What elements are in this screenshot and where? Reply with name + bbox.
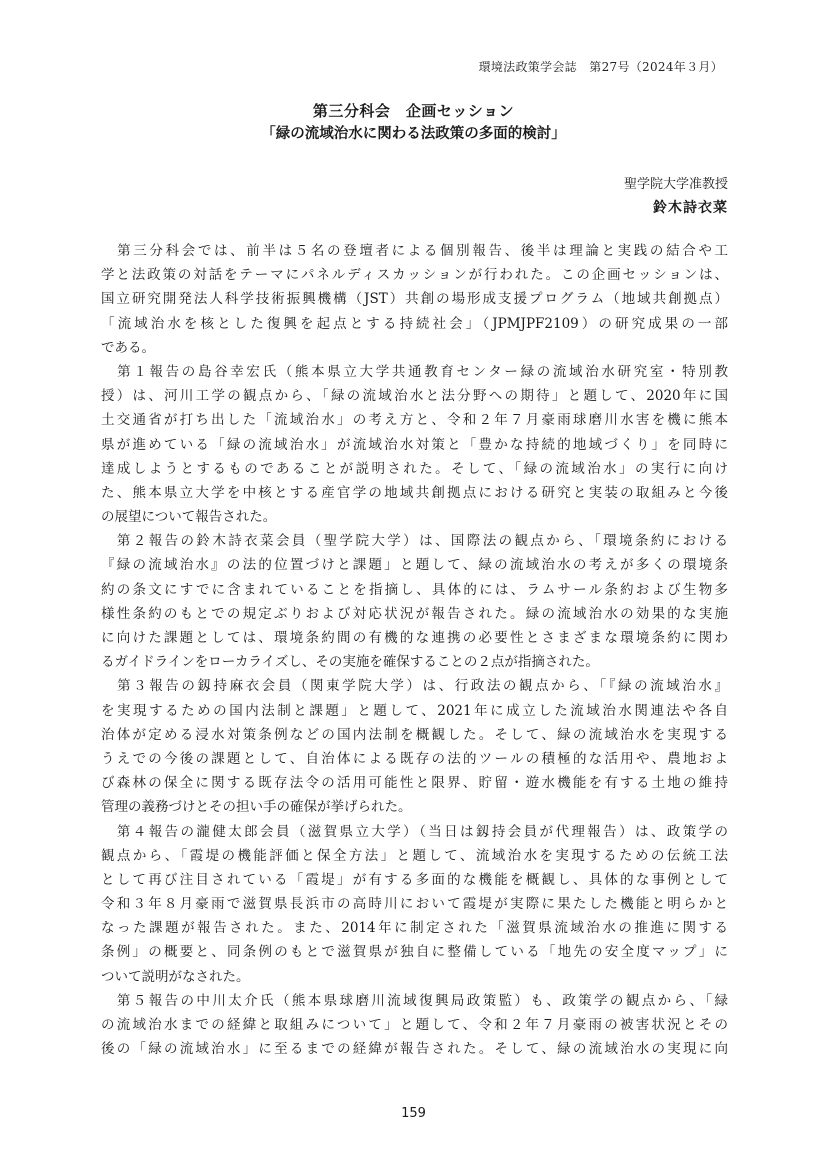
body-text bbox=[101, 239, 728, 1061]
body-line: 第４報告の瀧健太郎会員（滋賀県立大学）（当日は釼持会員が代理報告）は、政策学の bbox=[101, 823, 728, 840]
author-name: 鈴木詩衣菜 bbox=[653, 200, 728, 216]
body-line: 県が進めている「緑の流域治水」が流域治水対策と「豊かな持続的地域づくり」を同時に bbox=[101, 436, 728, 453]
body-line: た、熊本県立大学を中核とする産官学の地域共創拠点における研究と実装の取組みと今後 bbox=[101, 484, 728, 501]
body-line: 治体が定める浸水対策条例などの国内法制を概観した。そして、緑の流域治水を実現する bbox=[101, 726, 728, 743]
body-line: 第３報告の釼持麻衣会員（関東学院大学）は、行政法の観点から、「『緑の流域治水』 bbox=[101, 678, 728, 695]
body-line: として再び注目されている「霞堤」が有する多面的な機能を概観し、具体的な事例として bbox=[101, 871, 728, 888]
body-line: である。 bbox=[101, 339, 155, 356]
body-line: 様性条約のもとでの規定ぶりおよび対応状況が報告された。緑の流域治水の効果的な実施 bbox=[101, 605, 728, 622]
body-line: 授）は、河川工学の観点から、「緑の流域治水と法分野への期待」と題して、2020年に国 bbox=[101, 388, 728, 405]
body-line: 第５報告の中川太介氏（熊本県球磨川流域復興局政策監）も、政策学の観点から、「緑 bbox=[101, 992, 728, 1009]
body-line: び森林の保全に関する既存法令の活用可能性と限界、貯留・遊水機能を有する土地の維持 bbox=[101, 775, 728, 792]
body-line: 後の「緑の流域治水」に至るまでの経緯が報告された。そして、緑の流域治水の実現に向 bbox=[101, 1041, 728, 1058]
body-line: 『緑の流域治水』の法的位置づけと課題」と題して、緑の流域治水の考えが多くの環境条 bbox=[101, 557, 728, 574]
body-line: 国立研究開発法人科学技術振興機構（JST）共創の場形成支援プログラム（地域共創拠点） bbox=[101, 291, 728, 308]
body-line: 令和３年８月豪雨で滋賀県長浜市の高時川において霞堤が実際に果たした機能と明らかと bbox=[101, 896, 728, 913]
session-title: 第三分科会 企画セッション bbox=[312, 102, 515, 120]
author-affiliation: 聖学院大学准教授 bbox=[623, 177, 728, 192]
body-line: 観点から、「霞堤の機能評価と保全方法」と題して、流域治水を実現するための伝統工法 bbox=[101, 847, 728, 864]
body-line: 「流域治水を核とした復興を起点とする持続社会」（JPMJPF2109）の研究成果の一部 bbox=[101, 315, 728, 332]
body-line: なった課題が報告された。また、2014年に制定された「滋賀県流域治水の推進に関する bbox=[101, 920, 728, 937]
body-line: 達成しようとするものであることが説明された。そして、「緑の流域治水」の実行に向け bbox=[101, 460, 728, 477]
body-line: 第２報告の鈴木詩衣菜会員（聖学院大学）は、国際法の観点から、「環境条約における bbox=[101, 533, 728, 550]
journal-header: 環境法政策学会誌 第27号（2024年３月） bbox=[478, 60, 723, 74]
body-line: 条例」の概要と、同条例のもとで滋賀県が独自に整備している「地先の安全度マップ」に bbox=[101, 944, 728, 961]
body-line: 第１報告の島谷幸宏氏（熊本県立大学共通教育センター緑の流域治水研究室・特別教 bbox=[101, 363, 728, 380]
body-line: の展望について報告された。 bbox=[101, 509, 277, 526]
body-line: 学と法政策の対話をテーマにパネルディスカッションが行われた。この企画セッションは、 bbox=[101, 267, 728, 284]
body-line: 管理の義務づけとその担い手の確保が挙げられた。 bbox=[101, 799, 412, 816]
body-line: 土交通省が打ち出した「流域治水」の考え方と、令和２年７月豪雨球磨川水害を機に熊本 bbox=[101, 412, 728, 429]
body-line: 第三分科会では、前半は５名の登壇者による個別報告、後半は理論と実践の結合や工 bbox=[101, 243, 728, 259]
body-line: ついて説明がなされた。 bbox=[101, 968, 250, 985]
body-line: に向けた課題としては、環境条約間の有機的な連携の必要性とさまざまな環境条約に関わ bbox=[101, 630, 728, 646]
session-subtitle: 「緑の流域治水に関わる法政策の多面的検討」 bbox=[261, 126, 566, 142]
body-line: の流域治水までの経緯と取組みについて」と題して、令和２年７月豪雨の被害状況とその bbox=[101, 1017, 728, 1033]
page-number: 159 bbox=[401, 1106, 426, 1121]
body-line: うえでの今後の課題として、自治体による既存の法的ツールの積極的な活用や、農地およ bbox=[101, 750, 728, 767]
title-block bbox=[0, 100, 827, 146]
author-block bbox=[624, 174, 728, 221]
body-line: 約の条文にすでに含まれていることを指摘し、具体的には、ラムサール条約および生物多 bbox=[101, 581, 728, 598]
body-line: を実現するための国内法制と課題」と題して、2021年に成立した流域治水関連法や各自 bbox=[101, 702, 728, 719]
body-line: るガイドラインをローカライズし、その実施を確保することの２点が指摘された。 bbox=[101, 654, 599, 671]
